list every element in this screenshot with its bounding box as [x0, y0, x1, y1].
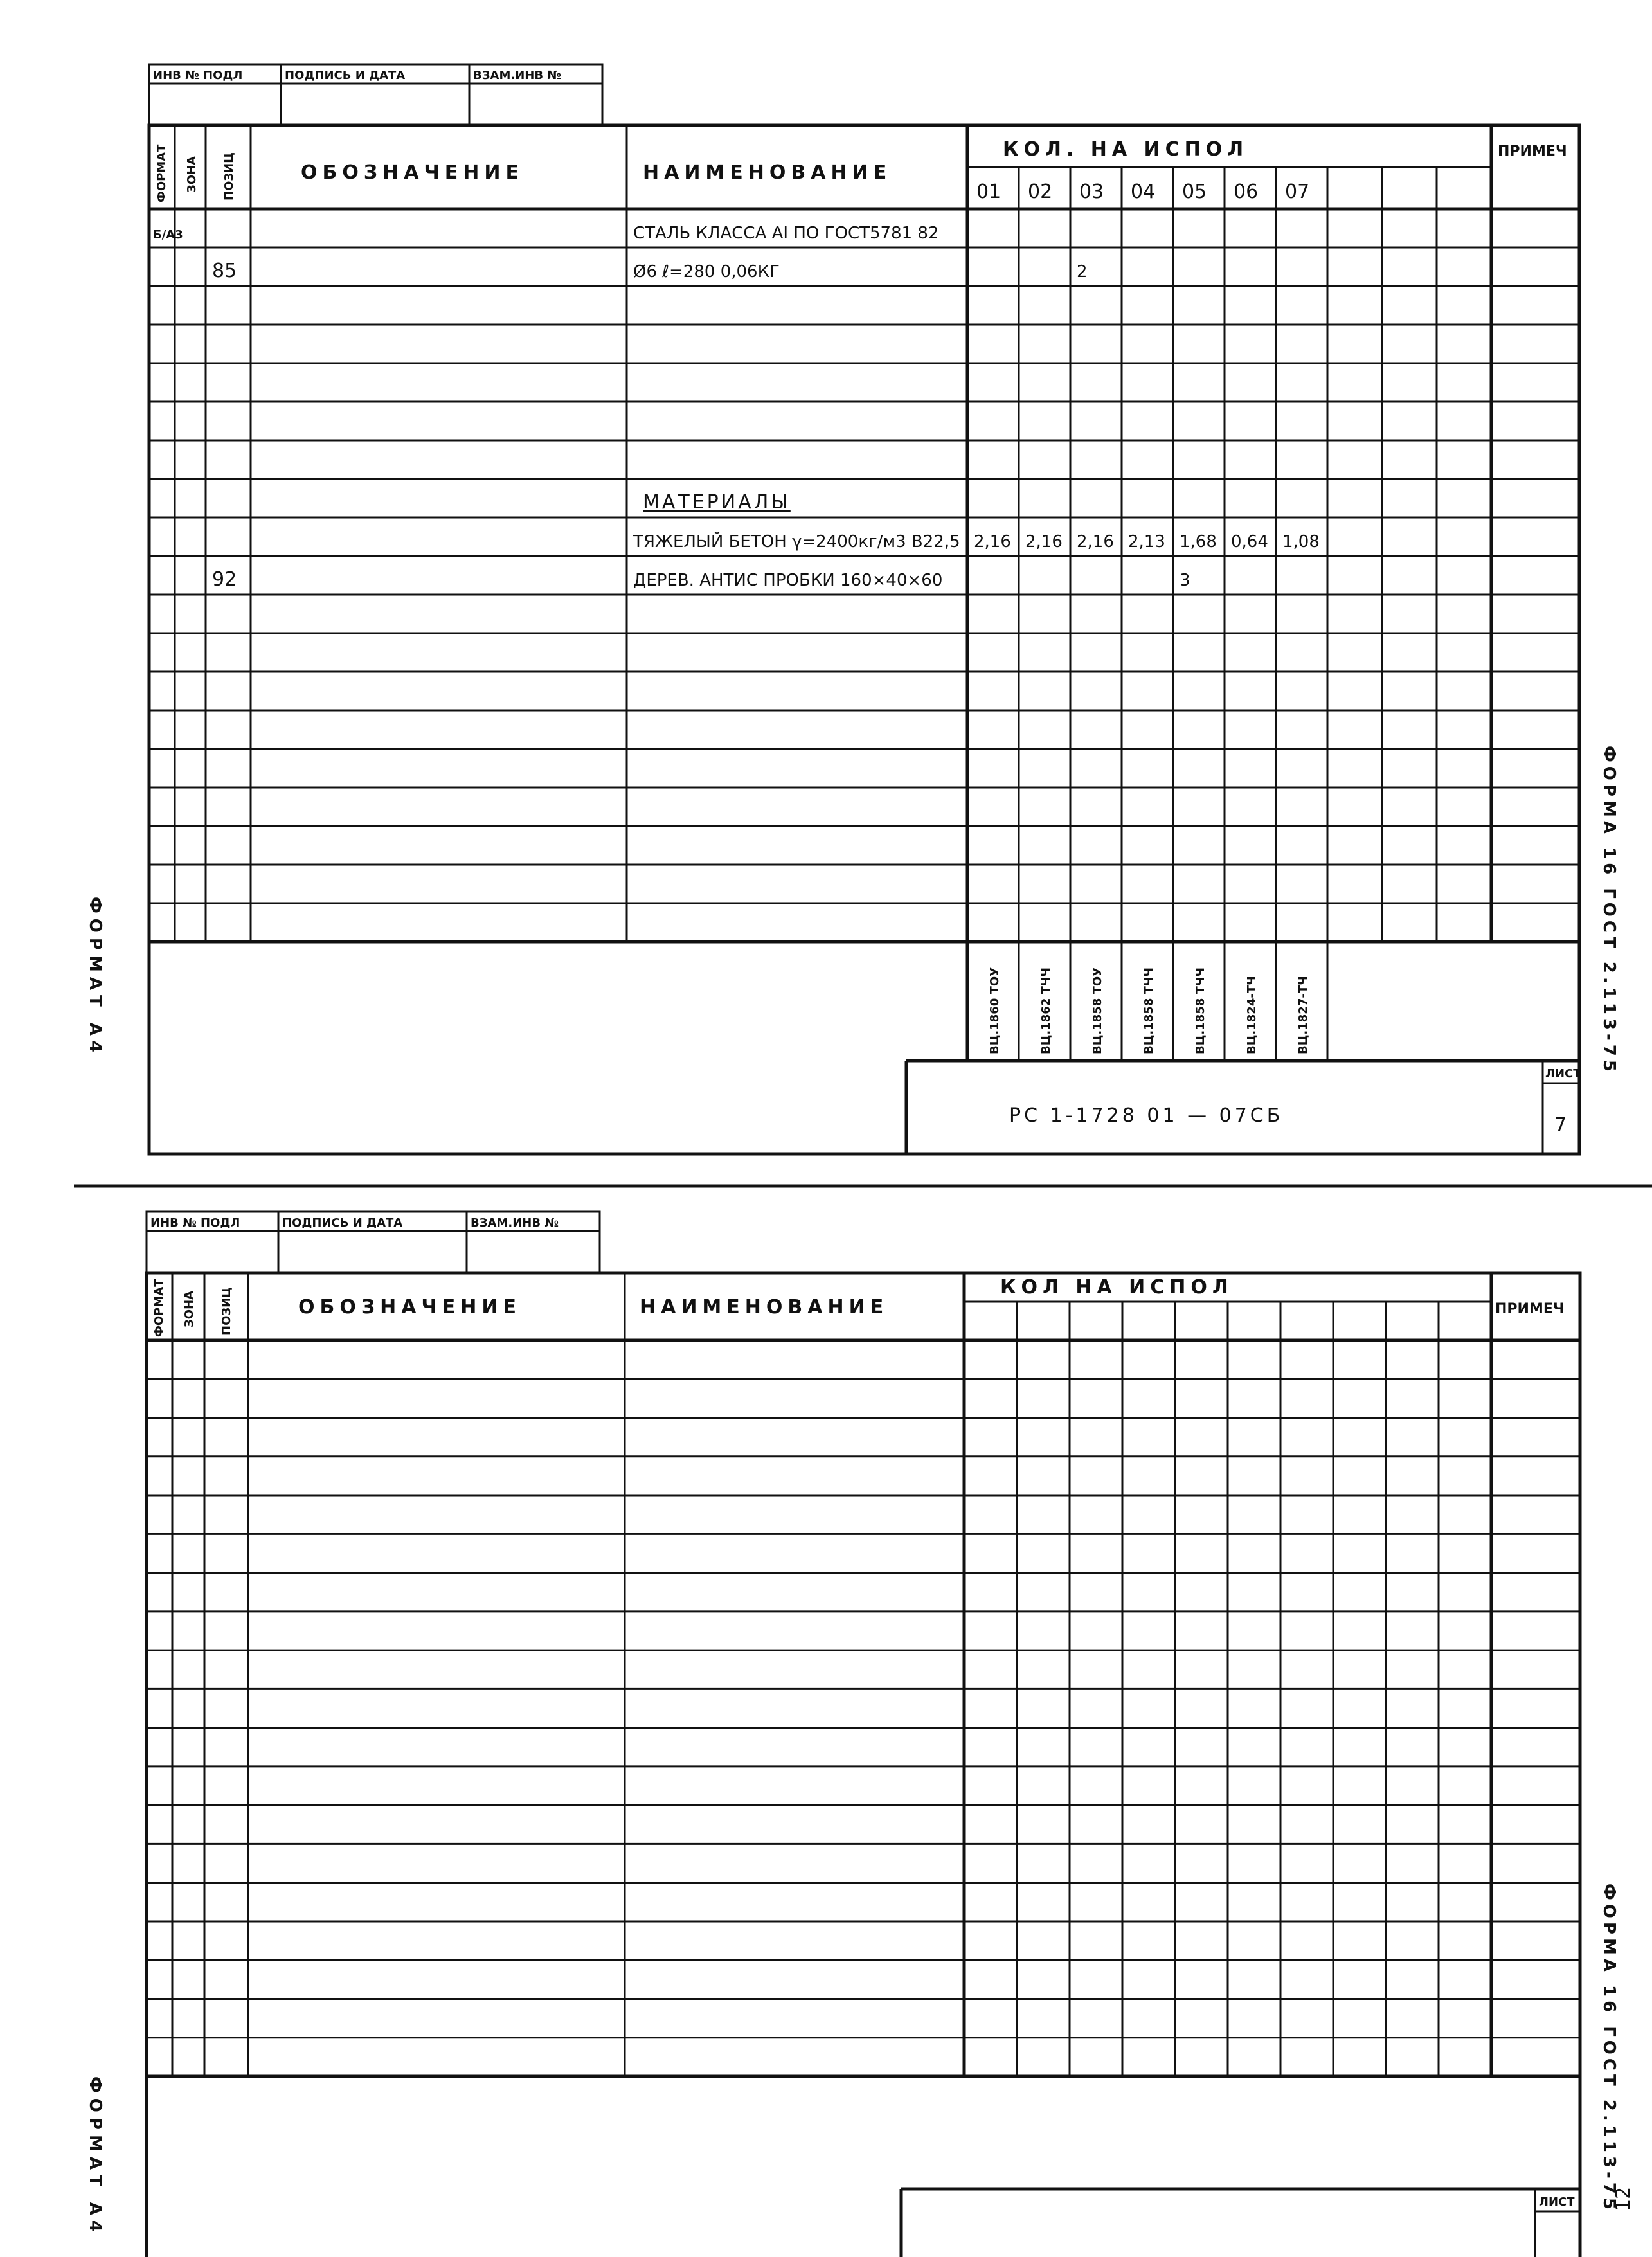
row-quantity: 2,16 — [974, 532, 1011, 552]
table-row — [153, 224, 939, 243]
sheet-frame — [149, 125, 1579, 1154]
sheet2-label: ЛИСТ — [1539, 2195, 1575, 2209]
row-name: Ø6 ℓ=280 0,06КГ — [633, 262, 780, 282]
variant-code: ВЦ.1862 ТЧЧ — [1039, 967, 1053, 1054]
row-position: 85 — [212, 260, 237, 282]
header-designation: ОБОЗНАЧЕНИЕ — [301, 161, 524, 184]
table-row — [643, 491, 791, 514]
variant-header: 03 — [1079, 181, 1104, 203]
variant-code: ВЦ.1824-ТЧ — [1245, 976, 1259, 1054]
row-quantity: 1,68 — [1180, 532, 1217, 552]
row-name: СТАЛЬ КЛАССА АІ ПО ГОСТ5781 82 — [633, 224, 939, 243]
variant-header: 01 — [976, 181, 1001, 203]
header2-pos: ПОЗИЦ — [220, 1287, 233, 1335]
stamp-block-2 — [147, 1212, 600, 1273]
header-pos: ПОЗИЦ — [222, 152, 236, 201]
table-row — [212, 260, 1088, 282]
table-row — [633, 531, 1320, 552]
table-row — [212, 568, 1190, 591]
variant-header: 06 — [1234, 181, 1259, 203]
variant-header: 07 — [1285, 181, 1310, 203]
header-format: ФОРМАТ — [155, 144, 168, 202]
stamp2-label-replace: ВЗАМ.ИНВ № — [471, 1216, 559, 1230]
row-name: ДЕРЕВ. АНТИС ПРОБКИ 160×40×60 — [633, 571, 943, 590]
header2-format: ФОРМАТ — [152, 1279, 166, 1337]
row-quantity: 2,13 — [1128, 532, 1165, 552]
variant-header: 04 — [1131, 181, 1156, 203]
variant-code: ВЦ.1827-ТЧ — [1297, 976, 1310, 1054]
header2-qty: КОЛ НА ИСПОЛ — [1000, 1276, 1234, 1299]
left-format-label: ФОРМАТ А4 — [85, 897, 105, 1057]
row-quantity: 1,08 — [1282, 532, 1320, 552]
variant-code: ВЦ.1858 ТЧЧ — [1194, 967, 1207, 1054]
left-format-label-2: ФОРМАТ А4 — [85, 2076, 105, 2237]
sheet2-frame — [147, 1273, 1580, 2257]
row-format: Б/А3 — [153, 228, 183, 242]
row-quantity: 2 — [1077, 262, 1088, 282]
header-name: НАИМЕНОВАНИЕ — [643, 161, 892, 184]
row-quantity: 3 — [1180, 571, 1190, 590]
side-form-label-2: ФОРМА 16 ГОСТ 2.113-75 — [1599, 1884, 1619, 2213]
row-quantity: 2,16 — [1077, 532, 1114, 552]
row-position: 92 — [212, 568, 237, 591]
page-number: 12 — [1612, 2186, 1635, 2211]
variant-header: 02 — [1028, 181, 1053, 203]
stamp-label-replace: ВЗАМ.ИНВ № — [473, 69, 561, 82]
side-form-label: ФОРМА 16 ГОСТ 2.113-75 — [1599, 746, 1619, 1075]
stamp2-label-inv: ИНВ № ПОДЛ — [150, 1216, 240, 1230]
stamp-label-sign: ПОДПИСЬ И ДАТА — [285, 69, 406, 82]
header2-note: ПРИМЕЧ — [1495, 1301, 1565, 1317]
stamp2-label-sign: ПОДПИСЬ И ДАТА — [282, 1216, 403, 1230]
spec-sheet-1 — [85, 64, 1619, 1154]
stamp-block — [149, 64, 602, 125]
row-name: ТЯЖЕЛЫЙ БЕТОН γ=2400кг/м3 В22,5 — [633, 532, 960, 552]
variant-code: ВЦ.1858 ТЧЧ — [1142, 967, 1156, 1054]
variant-header: 05 — [1182, 181, 1207, 203]
stamp-label-inv: ИНВ № ПОДЛ — [153, 69, 243, 82]
spec-sheet-2 — [85, 1212, 1635, 2257]
variant-code: ВЦ.1858 ТОУ — [1091, 967, 1104, 1054]
header-qty: КОЛ. НА ИСПОЛ — [1003, 138, 1249, 161]
sheet-label: ЛИСТ — [1545, 1067, 1581, 1081]
variant-code: ВЦ.1860 ТОУ — [988, 967, 1001, 1054]
header2-zone: ЗОНА — [183, 1290, 196, 1327]
header-zone: ЗОНА — [185, 156, 199, 193]
header2-designation: ОБОЗНАЧЕНИЕ — [298, 1296, 521, 1318]
header-note: ПРИМЕЧ — [1498, 143, 1567, 159]
row-quantity: 0,64 — [1231, 532, 1268, 552]
sheet-number: 7 — [1554, 1114, 1567, 1137]
section-heading: МАТЕРИАЛЫ — [643, 491, 791, 514]
document-code: РС 1-1728 01 — 07СБ — [1009, 1104, 1284, 1127]
header2-name: НАИМЕНОВАНИЕ — [640, 1296, 889, 1318]
row-quantity: 2,16 — [1025, 532, 1063, 552]
